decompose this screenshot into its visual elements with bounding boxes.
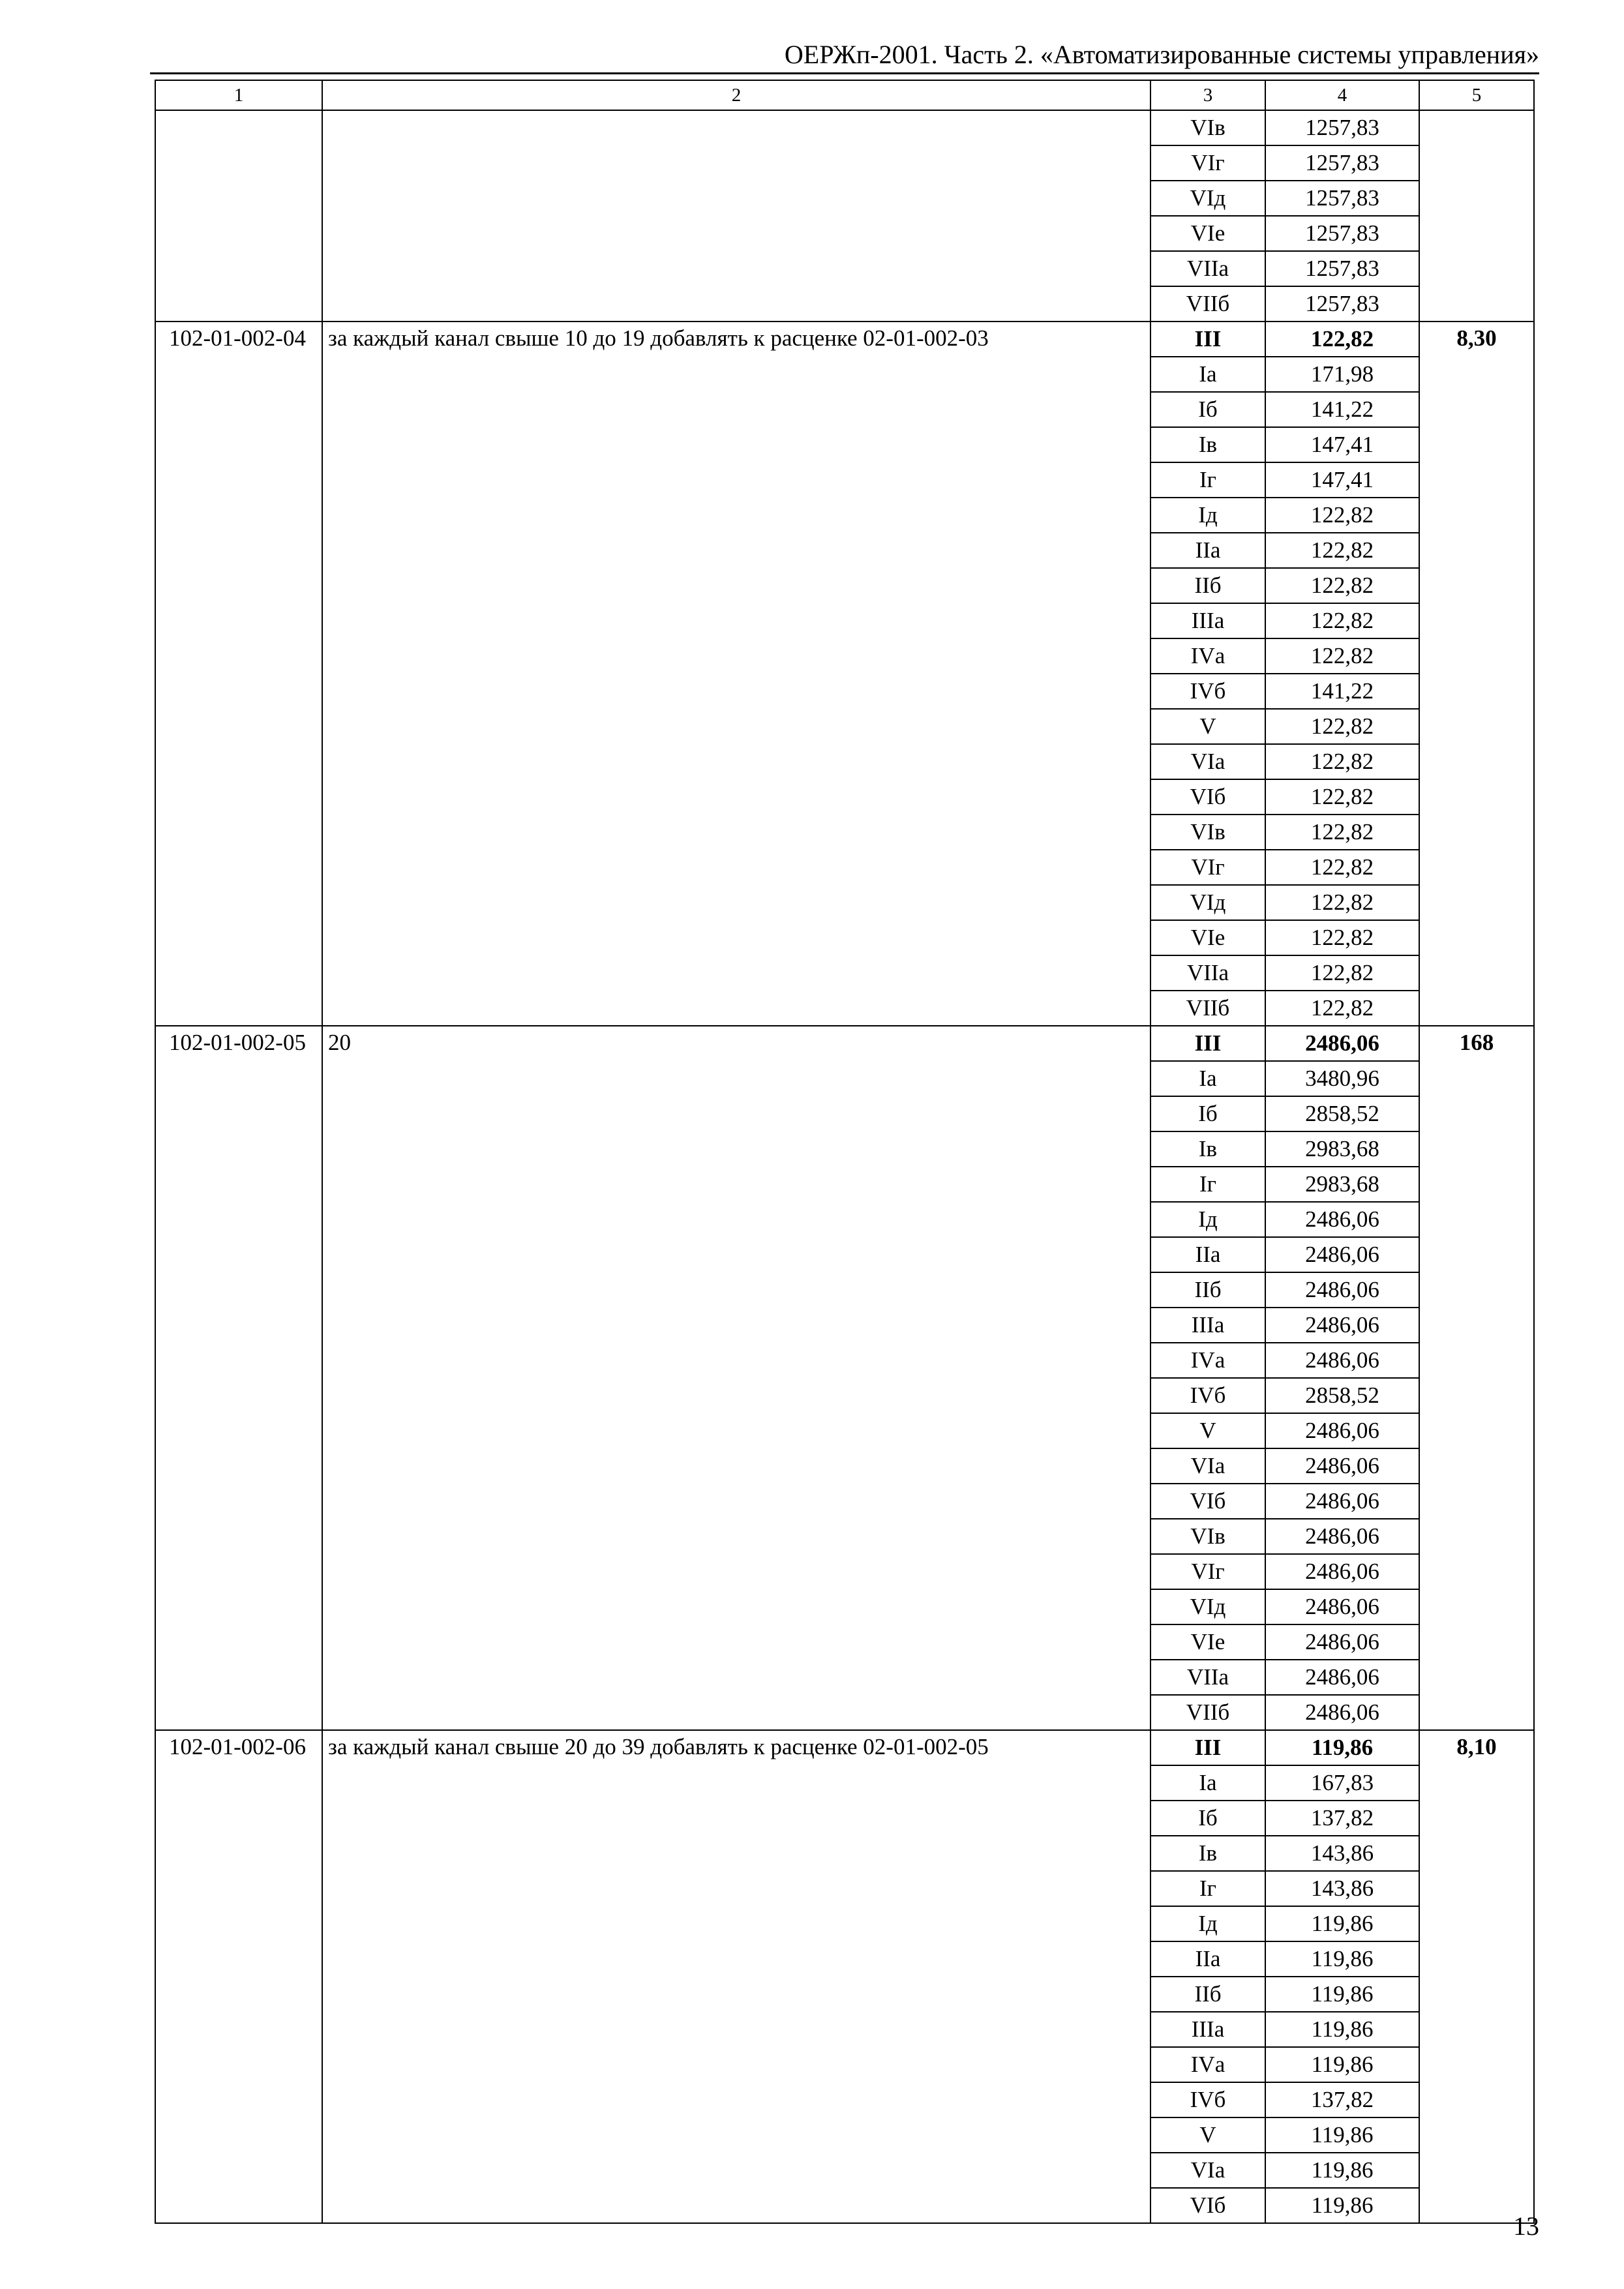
zone-price: 3480,96 bbox=[1265, 1061, 1419, 1096]
zone-code: Iв bbox=[1150, 1836, 1265, 1871]
zone-price: 122,82 bbox=[1265, 920, 1419, 955]
zone-code: VIIб bbox=[1150, 991, 1265, 1026]
zone-price: 1257,83 bbox=[1265, 286, 1419, 322]
zone-code: VIе bbox=[1150, 1624, 1265, 1660]
zone-price: 122,82 bbox=[1265, 638, 1419, 674]
labor-value: 8,10 bbox=[1419, 1730, 1534, 2223]
zone-code: VIг bbox=[1150, 1554, 1265, 1589]
zone-price: 2486,06 bbox=[1265, 1484, 1419, 1519]
zone-code: Iг bbox=[1150, 462, 1265, 498]
zone-code: VIд bbox=[1150, 1589, 1265, 1624]
zone-price: 143,86 bbox=[1265, 1836, 1419, 1871]
zone-price: 122,82 bbox=[1265, 955, 1419, 991]
zone-code: VIIа bbox=[1150, 1660, 1265, 1695]
zone-price: 119,86 bbox=[1265, 2117, 1419, 2153]
zone-code: IIIа bbox=[1150, 1308, 1265, 1343]
zone-code: Iд bbox=[1150, 1202, 1265, 1237]
zone-code: IVб bbox=[1150, 674, 1265, 709]
zone-code: VIIа bbox=[1150, 955, 1265, 991]
zone-code: IVб bbox=[1150, 1378, 1265, 1413]
zone-code: VIв bbox=[1150, 815, 1265, 850]
header-rule bbox=[150, 72, 1539, 74]
page-number: 13 bbox=[1513, 2211, 1539, 2241]
table-row bbox=[155, 322, 1534, 357]
zone-code: Iа bbox=[1150, 1061, 1265, 1096]
column-number: 5 bbox=[1419, 80, 1534, 110]
zone-price: 119,86 bbox=[1265, 1906, 1419, 1941]
zone-price: 137,82 bbox=[1265, 2082, 1419, 2117]
zone-code: Iб bbox=[1150, 392, 1265, 427]
zone-code: VIг bbox=[1150, 145, 1265, 181]
zone-price: 2486,06 bbox=[1265, 1237, 1419, 1272]
zone-price: 171,98 bbox=[1265, 357, 1419, 392]
zone-code: VIв bbox=[1150, 1519, 1265, 1554]
zone-code: VIIб bbox=[1150, 1695, 1265, 1730]
zone-price: 119,86 bbox=[1265, 1730, 1419, 1765]
zone-price: 1257,83 bbox=[1265, 216, 1419, 251]
rate-code: 102-01-002-06 bbox=[155, 1730, 322, 2223]
zone-price: 2486,06 bbox=[1265, 1589, 1419, 1624]
rates-table-body bbox=[155, 80, 1534, 2223]
zone-price: 122,82 bbox=[1265, 744, 1419, 779]
zone-code: VIг bbox=[1150, 850, 1265, 885]
zone-code: Iд bbox=[1150, 1906, 1265, 1941]
zone-code: Iг bbox=[1150, 1871, 1265, 1906]
page-header-title: ОЕРЖп-2001. Часть 2. «Автоматизированные системы управления» bbox=[784, 40, 1539, 69]
zone-code: VIа bbox=[1150, 2153, 1265, 2188]
rate-description: за каждый канал свыше 10 до 19 добавлять к расценке 02-01-002-03 bbox=[322, 322, 1150, 1026]
labor-value bbox=[1419, 110, 1534, 322]
rate-description: за каждый канал свыше 20 до 39 добавлять к расценке 02-01-002-05 bbox=[322, 1730, 1150, 2223]
zone-price: 141,22 bbox=[1265, 392, 1419, 427]
rate-description bbox=[322, 110, 1150, 322]
column-number: 1 bbox=[155, 80, 322, 110]
zone-code: IIа bbox=[1150, 533, 1265, 568]
zone-price: 147,41 bbox=[1265, 427, 1419, 462]
rate-code: 102-01-002-05 bbox=[155, 1026, 322, 1730]
zone-price: 2486,06 bbox=[1265, 1026, 1419, 1061]
zone-code: IIа bbox=[1150, 1237, 1265, 1272]
zone-code: VIе bbox=[1150, 216, 1265, 251]
zone-price: 2486,06 bbox=[1265, 1624, 1419, 1660]
column-number: 3 bbox=[1150, 80, 1265, 110]
zone-price: 2486,06 bbox=[1265, 1695, 1419, 1730]
zone-price: 122,82 bbox=[1265, 779, 1419, 815]
zone-price: 1257,83 bbox=[1265, 181, 1419, 216]
zone-price: 122,82 bbox=[1265, 603, 1419, 638]
zone-price: 119,86 bbox=[1265, 1941, 1419, 1977]
zone-price: 143,86 bbox=[1265, 1871, 1419, 1906]
zone-code: VIа bbox=[1150, 1448, 1265, 1484]
zone-code: Iд bbox=[1150, 498, 1265, 533]
zone-code: IVа bbox=[1150, 1343, 1265, 1378]
zone-code: VIб bbox=[1150, 2188, 1265, 2223]
zone-price: 122,82 bbox=[1265, 885, 1419, 920]
zone-price: 2858,52 bbox=[1265, 1378, 1419, 1413]
column-number-row bbox=[155, 80, 1534, 110]
zone-price: 2858,52 bbox=[1265, 1096, 1419, 1131]
labor-value: 8,30 bbox=[1419, 322, 1534, 1026]
zone-code: IIIа bbox=[1150, 603, 1265, 638]
zone-price: 1257,83 bbox=[1265, 251, 1419, 286]
zone-price: 137,82 bbox=[1265, 1801, 1419, 1836]
zone-price: 119,86 bbox=[1265, 2153, 1419, 2188]
zone-price: 1257,83 bbox=[1265, 145, 1419, 181]
zone-price: 2983,68 bbox=[1265, 1167, 1419, 1202]
zone-price: 2486,06 bbox=[1265, 1413, 1419, 1448]
zone-code: Iа bbox=[1150, 1765, 1265, 1801]
column-number: 4 bbox=[1265, 80, 1419, 110]
zone-code: IVа bbox=[1150, 638, 1265, 674]
zone-price: 2486,06 bbox=[1265, 1202, 1419, 1237]
table-row bbox=[155, 1730, 1534, 1765]
zone-price: 122,82 bbox=[1265, 709, 1419, 744]
zone-code: VIIа bbox=[1150, 251, 1265, 286]
zone-code: VIIб bbox=[1150, 286, 1265, 322]
zone-code: Iг bbox=[1150, 1167, 1265, 1202]
zone-price: 122,82 bbox=[1265, 850, 1419, 885]
zone-price: 2983,68 bbox=[1265, 1131, 1419, 1167]
zone-price: 147,41 bbox=[1265, 462, 1419, 498]
labor-value: 168 bbox=[1419, 1026, 1534, 1730]
zone-code: VIе bbox=[1150, 920, 1265, 955]
zone-code: VIб bbox=[1150, 779, 1265, 815]
zone-price: 141,22 bbox=[1265, 674, 1419, 709]
zone-price: 2486,06 bbox=[1265, 1448, 1419, 1484]
zone-price: 2486,06 bbox=[1265, 1308, 1419, 1343]
zone-code: IIб bbox=[1150, 568, 1265, 603]
zone-code: Iб bbox=[1150, 1096, 1265, 1131]
rate-code bbox=[155, 110, 322, 322]
zone-price: 119,86 bbox=[1265, 1977, 1419, 2012]
zone-price: 122,82 bbox=[1265, 322, 1419, 357]
zone-price: 122,82 bbox=[1265, 533, 1419, 568]
column-number: 2 bbox=[322, 80, 1150, 110]
zone-price: 122,82 bbox=[1265, 991, 1419, 1026]
rate-code: 102-01-002-04 bbox=[155, 322, 322, 1026]
zone-price: 119,86 bbox=[1265, 2047, 1419, 2082]
zone-price: 1257,83 bbox=[1265, 110, 1419, 145]
zone-code: III bbox=[1150, 322, 1265, 357]
table-row bbox=[155, 110, 1534, 145]
zone-code: VIд bbox=[1150, 181, 1265, 216]
zone-code: Iа bbox=[1150, 357, 1265, 392]
zone-price: 2486,06 bbox=[1265, 1660, 1419, 1695]
zone-price: 119,86 bbox=[1265, 2012, 1419, 2047]
zone-price: 2486,06 bbox=[1265, 1272, 1419, 1308]
zone-code: V bbox=[1150, 2117, 1265, 2153]
zone-price: 2486,06 bbox=[1265, 1554, 1419, 1589]
zone-code: V bbox=[1150, 1413, 1265, 1448]
table-row bbox=[155, 1026, 1534, 1061]
zone-code: V bbox=[1150, 709, 1265, 744]
zone-code: IVа bbox=[1150, 2047, 1265, 2082]
zone-code: IIб bbox=[1150, 1977, 1265, 2012]
zone-price: 122,82 bbox=[1265, 498, 1419, 533]
zone-price: 2486,06 bbox=[1265, 1343, 1419, 1378]
zone-code: IIа bbox=[1150, 1941, 1265, 1977]
zone-code: IVб bbox=[1150, 2082, 1265, 2117]
zone-price: 2486,06 bbox=[1265, 1519, 1419, 1554]
zone-price: 122,82 bbox=[1265, 815, 1419, 850]
zone-code: IIб bbox=[1150, 1272, 1265, 1308]
zone-code: III bbox=[1150, 1026, 1265, 1061]
zone-code: III bbox=[1150, 1730, 1265, 1765]
zone-code: Iв bbox=[1150, 1131, 1265, 1167]
zone-price: 122,82 bbox=[1265, 568, 1419, 603]
zone-code: IIIа bbox=[1150, 2012, 1265, 2047]
zone-code: Iб bbox=[1150, 1801, 1265, 1836]
zone-price: 167,83 bbox=[1265, 1765, 1419, 1801]
zone-code: VIд bbox=[1150, 885, 1265, 920]
rates-table bbox=[155, 80, 1535, 2224]
zone-code: VIа bbox=[1150, 744, 1265, 779]
zone-price: 119,86 bbox=[1265, 2188, 1419, 2223]
zone-code: VIв bbox=[1150, 110, 1265, 145]
zone-code: Iв bbox=[1150, 427, 1265, 462]
zone-code: VIб bbox=[1150, 1484, 1265, 1519]
rate-description: 20 bbox=[322, 1026, 1150, 1730]
